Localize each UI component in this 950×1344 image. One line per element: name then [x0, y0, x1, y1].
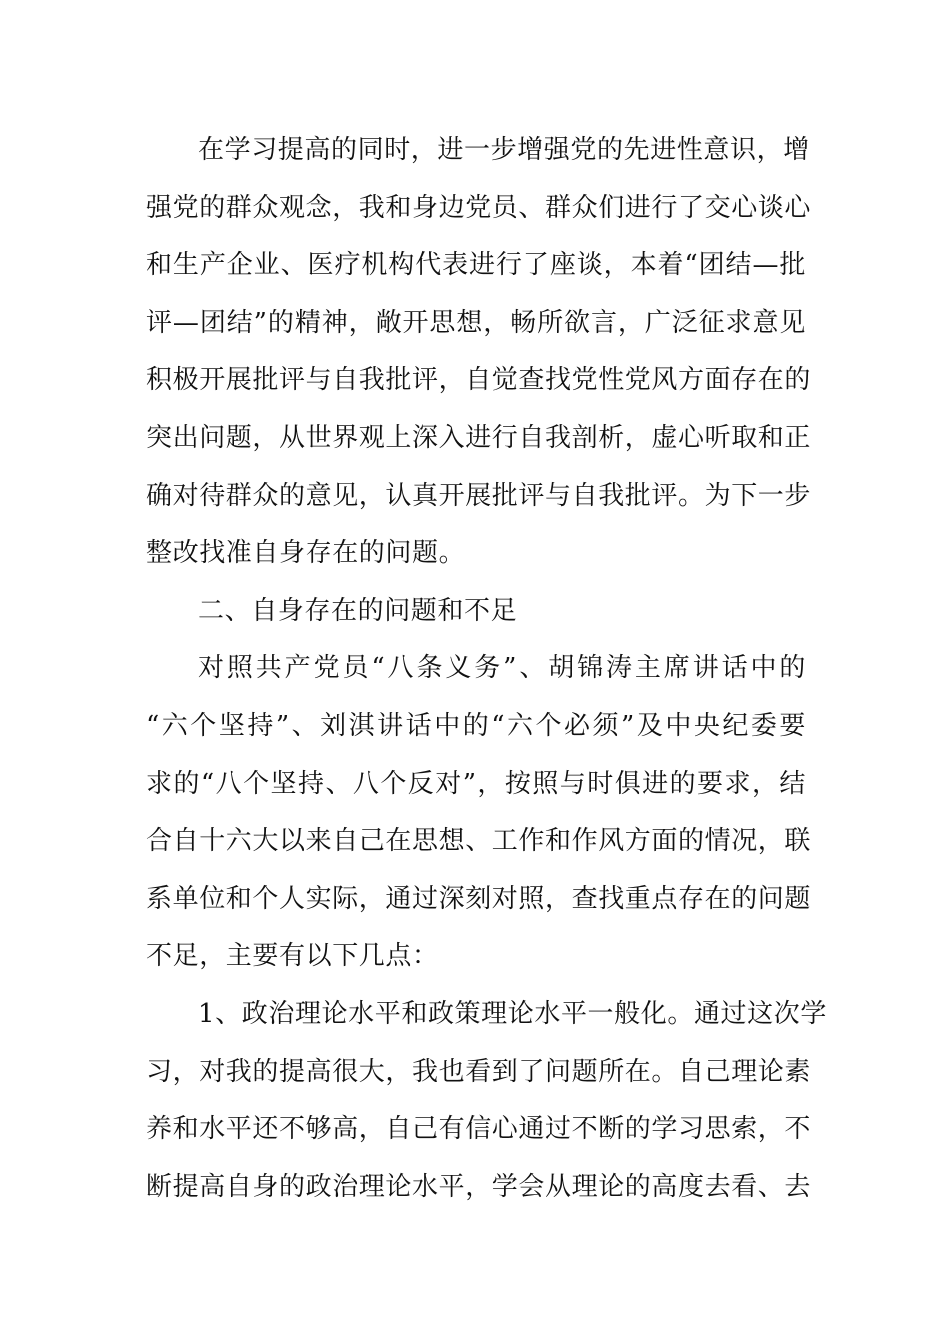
text-line: 评—团结”的精神，敞开思想，畅所欲言，广泛征求意见	[146, 307, 806, 338]
text-line: 断提高自身的政治理论水平，学会从理论的高度去看、去	[146, 1171, 812, 1202]
text-line: 求的“八个坚持、八个反对”，按照与时俱进的要求，结	[146, 768, 806, 799]
text-line: 强党的群众观念，我和身边党员、群众们进行了交心谈心	[146, 192, 812, 223]
text-line: 系单位和个人实际，通过深刻对照，查找重点存在的问题	[146, 883, 812, 914]
text-line: 和生产企业、医疗机构代表进行了座谈，本着“团结—批	[146, 250, 806, 281]
paragraph-point-1	[146, 986, 827, 1216]
text-line: 突出问题，从世界观上深入进行自我剖析，虚心听取和正	[146, 422, 812, 453]
text-line: 确对待群众的意见，认真开展批评与自我批评。为下一步	[146, 480, 812, 511]
text-line: 1、政治理论水平和政策理论水平一般化。通过这次学	[198, 998, 827, 1029]
text-line: 积极开展批评与自我批评，自觉查找党性党风方面存在的	[146, 365, 812, 396]
text-line: 在学习提高的同时，进一步增强党的先进性意识，增	[198, 135, 810, 165]
text-line: 养和水平还不够高，自己有信心通过不断的学习思索，不	[146, 1114, 812, 1145]
document-body	[146, 122, 827, 1216]
text-line: 不足，主要有以下几点：	[146, 941, 439, 972]
section-heading	[146, 583, 806, 641]
text-line: 整改找准自身存在的问题。	[146, 538, 466, 569]
paragraph-comparison	[146, 640, 812, 986]
paragraph-participation	[146, 122, 812, 583]
text-line: “六个坚持”、刘淇讲话中的“六个必须”及中央纪委要	[146, 710, 806, 741]
text-line: 合自十六大以来自己在思想、工作和作风方面的情况，联	[146, 826, 812, 857]
text-line: 习，对我的提高很大，我也看到了问题所在。自己理论素	[146, 1056, 812, 1087]
text-line: 对照共产党员“八条义务”、胡锦涛主席讲话中的	[198, 653, 806, 684]
heading-line: 二、自身存在的问题和不足	[198, 595, 518, 626]
